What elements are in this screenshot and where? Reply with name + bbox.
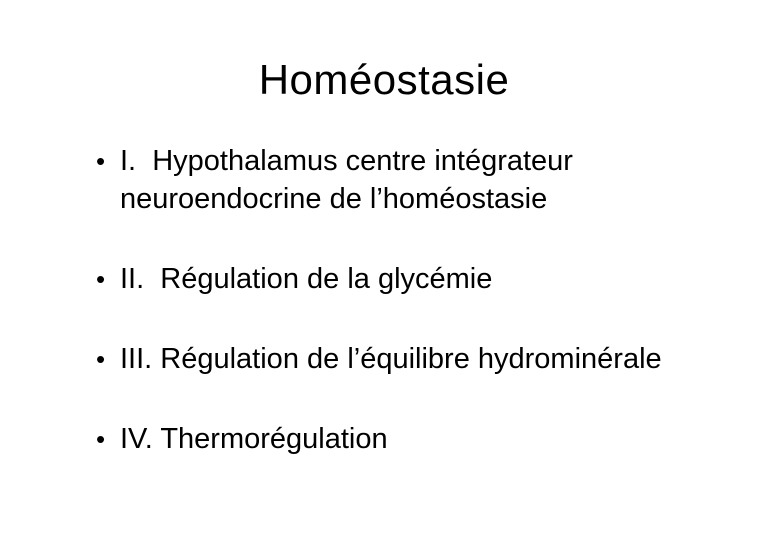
bullet-icon: • xyxy=(96,146,106,176)
bullet-text-2: II. Régulation de la glycémie xyxy=(120,263,493,295)
bullet-icon: • xyxy=(96,424,106,454)
bullet-list xyxy=(96,142,688,458)
bullet-text-4: IV. Thermorégulation xyxy=(120,423,388,455)
bullet-item-2 xyxy=(96,260,688,298)
bullet-item-1 xyxy=(96,142,688,218)
bullet-item-3 xyxy=(96,340,688,378)
bullet-icon: • xyxy=(96,264,106,294)
bullet-icon: • xyxy=(96,344,106,374)
bullet-text-3: III. Régulation de l’équilibre hydrominérale xyxy=(120,343,662,375)
slide-title: Homéostasie xyxy=(258,56,510,103)
bullet-text-1: I. Hypothalamus centre intégrateur neuroendocrine de l’homéostasie xyxy=(120,145,582,215)
bullet-item-4 xyxy=(96,420,688,458)
